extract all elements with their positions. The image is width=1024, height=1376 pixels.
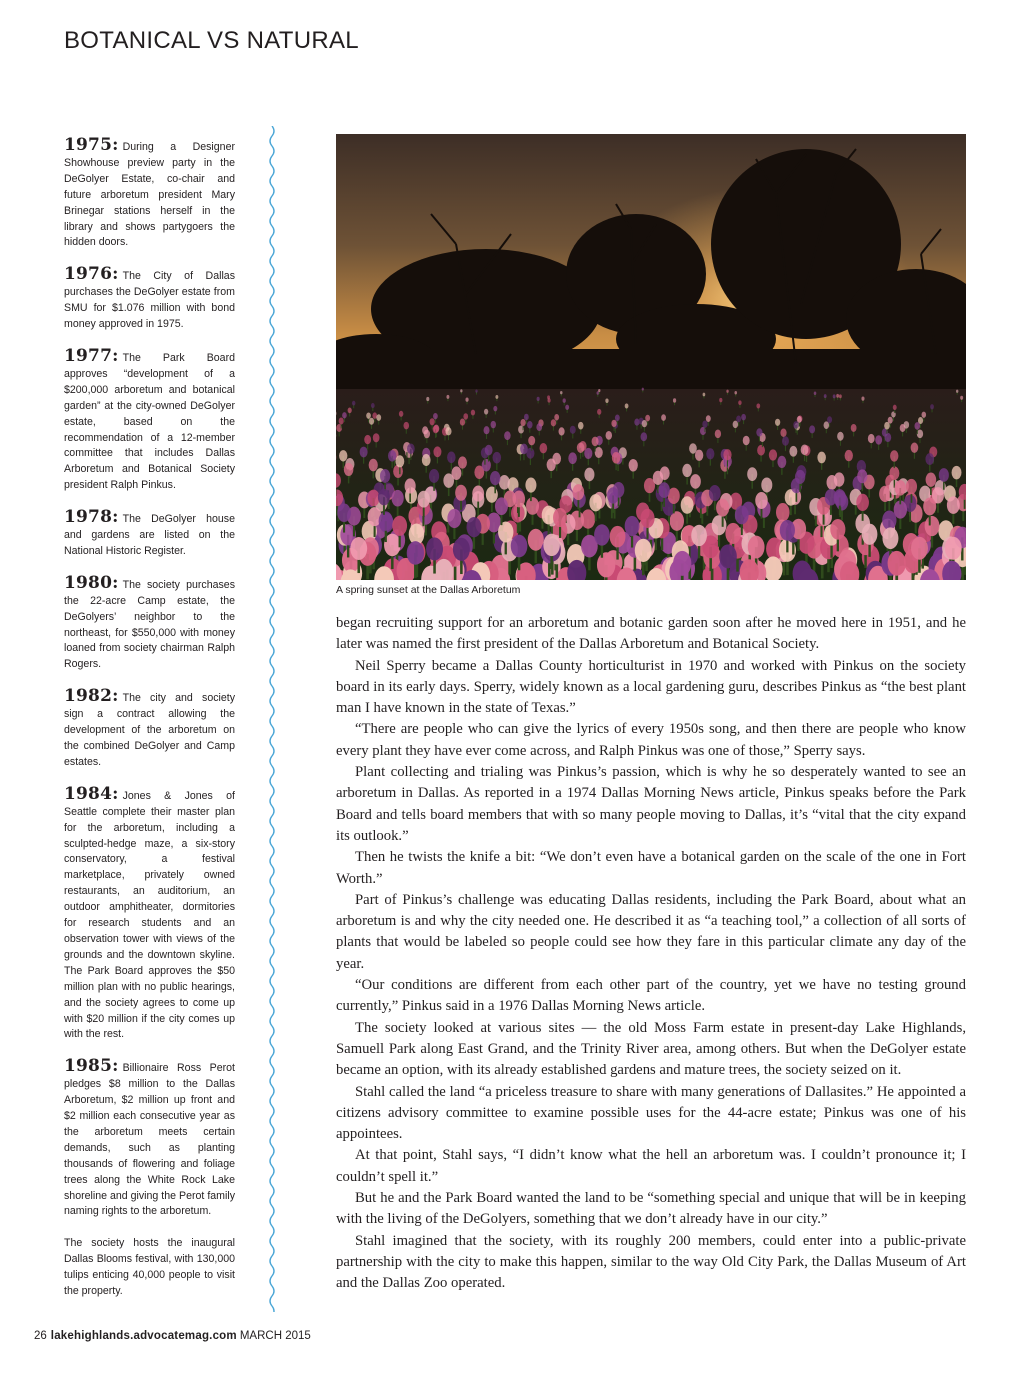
timeline-entry [64,1236,235,1300]
timeline-text: The society hosts the inaugural Dallas Blooms festival, with 130,000 tulips enticing 40,000 people to visit the property. [64,1237,235,1298]
timeline-text: The City of Dallas purchases the DeGolyer estate from SMU for $1.076 million with bond money approved in 1975. [64,270,235,331]
timeline-entry [64,507,235,560]
timeline-text: The society purchases the 22-acre Camp estate, the DeGolyers’ neighbor to the northeast, for $550,000 with money loaned from society chairman Ralph Rogers. [64,578,235,671]
article-paragraph: The society looked at various sites — the old Moss Farm estate in present-day Lake Highlands, Samuell Park along East Grand, and the Trinity River area, among others. But when the DeGolyer estate became an option, with its already established gardens and mature trees, the society seized on it. [336,1019,966,1079]
article-paragraph: Then he twists the knife a bit: “We don’t even have a botanical garden on the scale of the one in Fort Worth.” [336,849,966,887]
timeline-text: The DeGolyer house and gardens are listed on the National Historic Register. [64,513,235,557]
footer-issue-date: MARCH 2015 [239,1330,311,1342]
article-paragraph: began recruiting support for an arboretum and botanic garden soon after he moved here in 1951, and he later was named the first president of the Dallas Arboretum and Botanical Society. [336,615,966,653]
page-number: 26 [34,1330,47,1342]
tulip-sunset-photo [336,134,966,580]
timeline-sidebar [64,135,235,1300]
timeline-year: 1975: [64,135,119,155]
timeline-entry [64,264,235,333]
timeline-entry [64,345,235,494]
timeline-year: 1984: [64,783,119,804]
timeline-year: 1977: [64,345,119,366]
article-paragraph: But he and the Park Board wanted the land to be “something special and unique that will be in keeping with the living of the DeGolyers, something that we don’t already have in our city.” [336,1190,966,1228]
timeline-entry [64,572,235,673]
article-paragraph: Part of Pinkus’s challenge was educating Dallas residents, including the Park Board, about what an arboretum is and why the city needed one. He described it as “a teaching tool,” a collection of all sorts of plants that would be labeled so people could see how they fare in this particular climate any day of the year. [336,891,966,972]
timeline-text: Jones & Jones of Seattle complete their master plan for the arboretum, including a sculpted-hedge maze, a six-story conservatory, a festival marketplace, privately owned restaurants, an auditorium, an outdoor amphitheater, dormitories for research students and an observation tower with views of the grounds and the downtown skyline. The Park Board approves the $50 million plan with no public hearings, and the society agrees to come up with $20 million if the city comes up with the rest. [64,789,235,1041]
timeline-year: 1980: [64,572,119,593]
article-paragraph: Plant collecting and trialing was Pinkus’s passion, which is why he so desperately wanted to see an arboretum in Dallas. As reported in a 1974 Dallas Morning News article, Pinkus speaks before the Park Board and tells board members that with so many people moving to Dallas, it’s “vital that the city expand its outlook.” [336,764,966,844]
article-paragraph: Neil Sperry became a Dallas County horticulturist in 1970 and worked with Pinkus on the society board in its early days. Sperry, widely known as a local gardening guru, describes Pinkus as “the best plant man I have known in the state of Texas.” [336,657,966,717]
article-paragraph: “Our conditions are different from each other part of the country, yet we have no testing ground currently,” Pinkus said in a 1976 Dallas Morning News article. [336,977,966,1015]
section-title: BOTANICAL VS NATURAL [64,27,359,54]
timeline-entry [64,1056,235,1220]
timeline-text: The Park Board approves “development of a $200,000 arboretum and botanical garden” at the city-owned DeGolyer estate, based on the recommendation of a 12-member committee that includes Dallas Arboretum and Botanical Society president Ralph Pinkus. [64,351,235,492]
footer-site-url: lakehighlands.advocatemag.com [50,1330,237,1342]
timeline-year: 1982: [64,686,119,707]
timeline-text: The city and society sign a contract allowing the development of the arboretum on the combined DeGolyer and Camp estates. [64,692,235,768]
article-paragraph: At that point, Stahl says, “I didn’t know what the hell an arboretum was. I couldn’t pronounce it; I couldn’t spell it.” [336,1147,966,1185]
timeline-year: 1976: [64,264,119,285]
photo-caption: A spring sunset at the Dallas Arboretum [336,584,521,596]
article-paragraph: Stahl imagined that the society, with its roughly 200 members, could enter into a public-private partnership with the city to make this happen, similar to the way Old City Park, the Dallas Museum of Art and the Dallas Zoo operated. [336,1232,966,1292]
timeline-text: During a Designer Showhouse preview party in the DeGolyer Estate, co-chair and future arboretum president Mary Brinegar stations herself in the library and shows partygoers the hidden doors. [64,141,235,249]
wavy-divider [266,126,278,1312]
timeline-entry [64,686,235,771]
article-body [336,613,966,1295]
timeline-entry [64,135,235,251]
timeline-text: Billionaire Ross Perot pledges $8 million to the Dallas Arboretum, $2 million up front and $2 million each consecutive year as the arboretum meets certain demands, such as planting thousands of flowering and foliage trees along the White Rock Lake shoreline and giving the Perot family naming rights to the arboretum. [64,1062,235,1218]
article-paragraph: Stahl called the land “a priceless treasure to share with many generations of Dallasites.” He appointed a citizens advisory committee to examine possible uses for the 44-acre estate; Pinkus was one of his appointees. [336,1083,966,1143]
timeline-entry [64,783,235,1044]
timeline-year: 1985: [64,1056,119,1077]
page-footer [34,1330,311,1342]
timeline-year: 1978: [64,507,119,528]
article-paragraph: “There are people who can give the lyrics of every 1950s song, and then there are people who know every plant they have ever come across, and Ralph Pinkus was one of those,” Sperry says. [336,721,966,759]
